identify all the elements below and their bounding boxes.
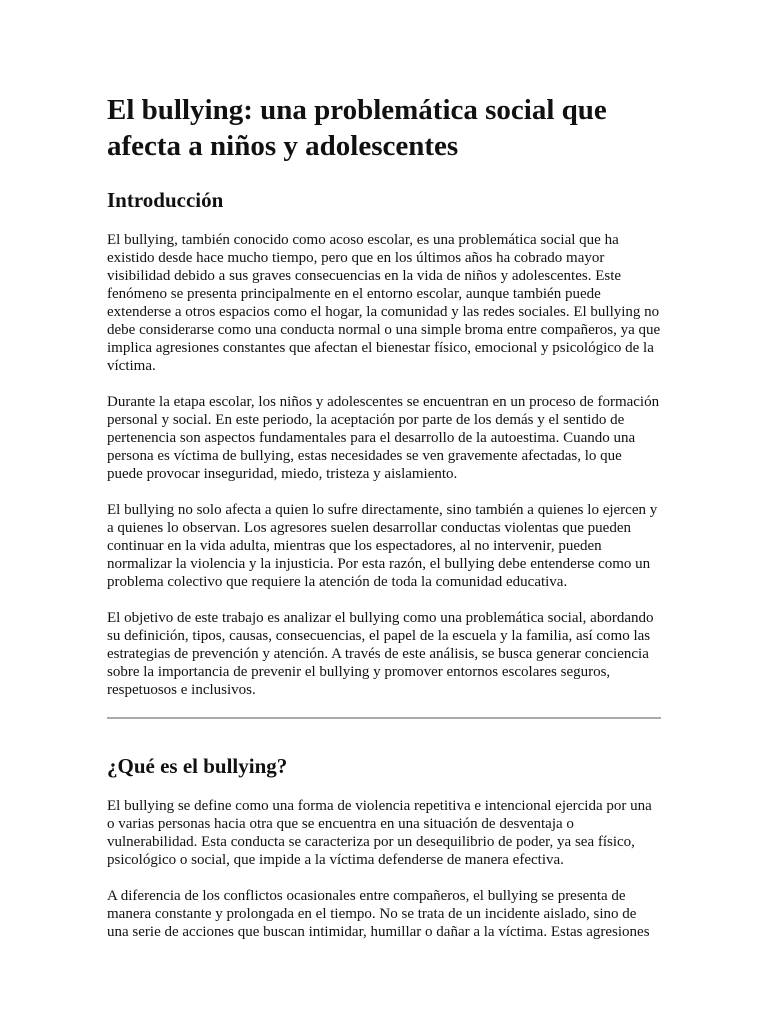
section-heading-que-es-el-bullying: ¿Qué es el bullying? [107, 754, 288, 778]
paragraph: El bullying se define como una forma de violencia repetitiva e intencional ejercida por una o varias personas hacia otra que se encuentra en una situación de desventaja o vulnerabilidad. Esta conducta se caracteriza por un desequilibrio de poder, ya sea físico, psicológico o social, que impide a la víctima defenderse de manera efectiva. [107, 798, 652, 868]
document-title: El bullying: una problemática social que afecta a niños y adolescentes [107, 94, 607, 162]
paragraph: El bullying, también conocido como acoso escolar, es una problemática social que ha existido desde hace mucho tiempo, pero que en los últimos años ha cobrado mayor visibilidad debido a sus graves consecuencias en la vida de niños y adolescentes. Este fenómeno se presenta principalmente en el entorno escolar, aunque también puede extenderse a otros espacios como el hogar, la comunidad y las redes sociales. El bullying no debe considerarse como una conducta normal o una simple broma entre compañeros, ya que implica agresiones constantes que afectan el bienestar físico, emocional y psicológico de la víctima. [107, 232, 661, 374]
section-divider [107, 717, 661, 719]
section-heading-introduccion: Introducción [107, 188, 224, 212]
paragraph: Durante la etapa escolar, los niños y adolescentes se encuentran en un proceso de formación personal y social. En este periodo, la aceptación por parte de los demás y el sentido de pertenencia son aspectos fundamentales para el desarrollo de la autoestima. Cuando una persona es víctima de bullying, estas necesidades se ven gravemente afectadas, lo que puede provocar inseguridad, miedo, tristeza y aislamiento. [107, 394, 660, 482]
paragraph: A diferencia de los conflictos ocasionales entre compañeros, el bullying se presenta de manera constante y prolongada en el tiempo. No se trata de un incidente aislado, sino de una serie de acciones que buscan intimidar, humillar o dañar a la víctima. Estas agresiones [107, 888, 650, 940]
paragraph: El objetivo de este trabajo es analizar el bullying como una problemática social, abordando su definición, tipos, causas, consecuencias, el papel de la escuela y la familia, así como las estrategias de prevención y atención. A través de este análisis, se busca generar conciencia sobre la importancia de prevenir el bullying y promover entornos escolares seguros, respetuosos e inclusivos. [107, 610, 654, 698]
paragraph: El bullying no solo afecta a quien lo sufre directamente, sino también a quienes lo ejercen y a quienes lo observan. Los agresores suelen desarrollar conductas violentas que pueden continuar en la vida adulta, mientras que los espectadores, al no intervenir, pueden normalizar la violencia y la injusticia. Por esta razón, el bullying debe entenderse como un problema colectivo que requiere la atención de toda la comunidad educativa. [107, 502, 658, 590]
